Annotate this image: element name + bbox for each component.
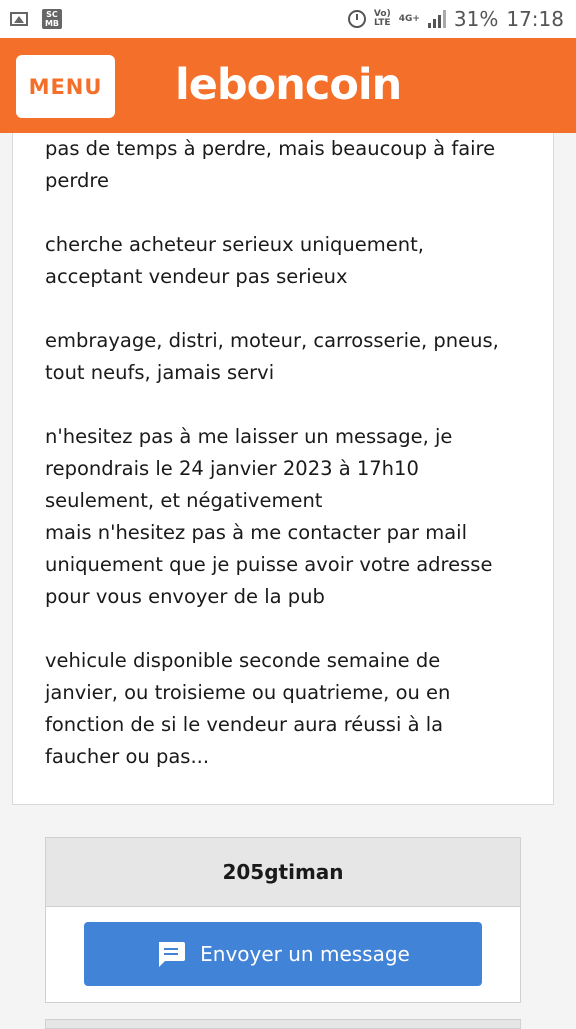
seller-name[interactable]: 205gtiman xyxy=(46,838,520,907)
leboncoin-logo[interactable]: leboncoin xyxy=(175,60,402,110)
description-line: fonction de si le vendeur aura réussi à la xyxy=(45,713,444,736)
battery-level: 31% xyxy=(453,7,499,31)
description-line: tout neufs, jamais servi xyxy=(45,361,275,384)
description-line: pas de temps à perdre, mais beaucoup à faire xyxy=(45,137,496,160)
description-paragraph xyxy=(45,645,525,773)
description-line: mais n'hesitez pas à me contacter par mail xyxy=(45,521,467,544)
description-line: acceptant vendeur pas serieux xyxy=(45,265,348,288)
send-message-label: Envoyer un message xyxy=(200,942,410,966)
description-line: n'hesitez pas à me laisser un message, je xyxy=(45,425,453,448)
description-line: perdre xyxy=(45,169,110,192)
clock: 17:18 xyxy=(506,7,564,31)
signal-icon xyxy=(428,10,446,28)
description-line: faucher ou pas... xyxy=(45,745,210,768)
description-paragraph xyxy=(45,325,525,389)
volte-icon: Vo) LTE xyxy=(373,9,391,28)
alarm-icon xyxy=(348,10,366,28)
description-line: repondrais le 24 janvier 2023 à 17h10 xyxy=(45,457,419,480)
send-message-button[interactable] xyxy=(84,922,482,986)
app-header xyxy=(0,38,576,133)
description-line: cherche acheteur serieux uniquement, xyxy=(45,233,424,256)
ad-description xyxy=(45,133,525,773)
ad-description-card xyxy=(12,133,554,805)
menu-button[interactable]: MENU xyxy=(16,55,115,118)
description-paragraph xyxy=(45,229,525,293)
network-type-label: 4G+ xyxy=(398,13,420,24)
scmb-notification-icon: SC MB xyxy=(42,9,62,29)
image-notification-icon xyxy=(10,12,28,26)
description-paragraph xyxy=(45,421,525,613)
description-line: uniquement que je puisse avoir votre adresse xyxy=(45,553,493,576)
description-line: janvier, ou troisieme ou quatrieme, ou en xyxy=(45,681,451,704)
description-line: pour vous envoyer de la pub xyxy=(45,585,325,608)
description-line: embrayage, distri, moteur, carrosserie, pneus, xyxy=(45,329,499,352)
status-bar xyxy=(0,0,576,38)
description-paragraph xyxy=(45,133,525,197)
chat-bubble-icon xyxy=(156,940,186,968)
seller-box xyxy=(45,837,521,1003)
next-section-box xyxy=(45,1019,521,1029)
description-line: vehicule disponible seconde semaine de xyxy=(45,649,441,672)
description-line: seulement, et négativement xyxy=(45,489,323,512)
